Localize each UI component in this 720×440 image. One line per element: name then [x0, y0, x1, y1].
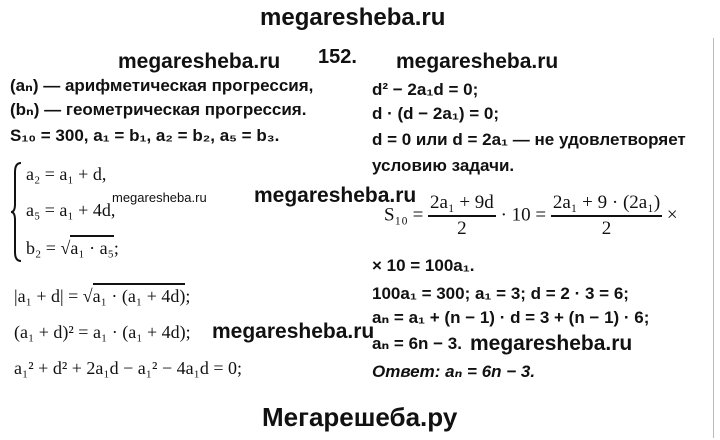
answer: Ответ: aₙ = 6n − 3. — [372, 362, 536, 381]
sum-lhs: S₁₀ = — [384, 204, 424, 226]
step-1: d² − 2a₁d = 0; — [372, 80, 479, 99]
watermark-bottom: Мегарешеба.ру — [262, 402, 458, 432]
equation-abs-end: ; — [185, 286, 191, 306]
given-conditions: S₁₀ = 300, a₁ = b₁, a₂ = b₂, a₅ = b₃. — [10, 126, 280, 145]
equation-expanded: a₁² + d² + 2a₁d − a₁² − 4a₁d = 0; — [14, 358, 243, 378]
problem-number: 152. — [318, 46, 357, 68]
fraction-2-denominator: 2 — [601, 218, 612, 239]
times-sign: × — [666, 204, 678, 226]
watermark-lower-right: megaresheba.ru — [470, 332, 633, 355]
step-4: условию задачи. — [372, 156, 515, 175]
watermark-lower-mid: megaresheba.ru — [212, 320, 375, 343]
step-7: aₙ = a₁ + (n − 1) · d = 3 + (n − 1) · 6; — [372, 308, 650, 327]
system-brace — [10, 162, 22, 262]
step-6: 100a₁ = 300; a₁ = 3; d = 2 · 3 = 6; — [372, 284, 629, 303]
equation-abs-lhs: |a₁ + d| = — [14, 286, 83, 306]
system-eq-1: a₂ = a₁ + d, — [26, 164, 107, 184]
system-eq-3-lhs: b₂ = — [26, 238, 61, 258]
system-eq-3-end: ; — [113, 238, 119, 258]
step-3: d = 0 или d = 2a₁ — не удовлетворяет — [372, 130, 686, 149]
sum-formula — [384, 192, 678, 240]
fraction-1 — [428, 192, 496, 240]
fraction-1-denominator: 2 — [457, 218, 467, 239]
watermark-left-upper: megaresheba.ru — [118, 50, 281, 73]
step-8: aₙ = 6n − 3. — [372, 334, 462, 353]
equation-abs-radicand: a₁ · (a₁ + 4d) — [93, 283, 186, 306]
equation-square: (a₁ + d)² = a₁ · (a₁ + 4d); — [14, 322, 191, 342]
step-5: × 10 = 100a₁. — [372, 256, 475, 275]
given-geometric: (bₙ) — геометрическая прогрессия. — [10, 100, 307, 119]
fraction-2-numerator: 2a₁ + 9 · (2a₁) — [551, 192, 662, 217]
step-2: d · (d − 2a₁) = 0; — [372, 104, 500, 123]
system-eq-3 — [26, 238, 119, 259]
system-eq-3-radicand: a₁ · a₅ — [70, 235, 114, 258]
watermark-top: megaresheba.ru — [260, 4, 446, 31]
given-arithmetic: (aₙ) — арифметическая прогрессия, — [10, 76, 314, 95]
watermark-right-upper: megaresheba.ru — [396, 50, 559, 73]
equation-abs — [14, 286, 190, 307]
fraction-1-numerator: 2a₁ + 9d — [428, 192, 496, 217]
watermark-small: megaresheba.ru — [112, 190, 207, 205]
sqrt-sign: √ — [82, 286, 93, 306]
sum-mid: · 10 = — [500, 204, 547, 226]
system-eq-2: a₅ = a₁ + 4d, — [26, 200, 116, 220]
fraction-2 — [551, 192, 662, 240]
page-edge — [713, 38, 720, 438]
watermark-middle: megaresheba.ru — [254, 184, 417, 207]
sqrt-sign: √ — [60, 238, 71, 258]
